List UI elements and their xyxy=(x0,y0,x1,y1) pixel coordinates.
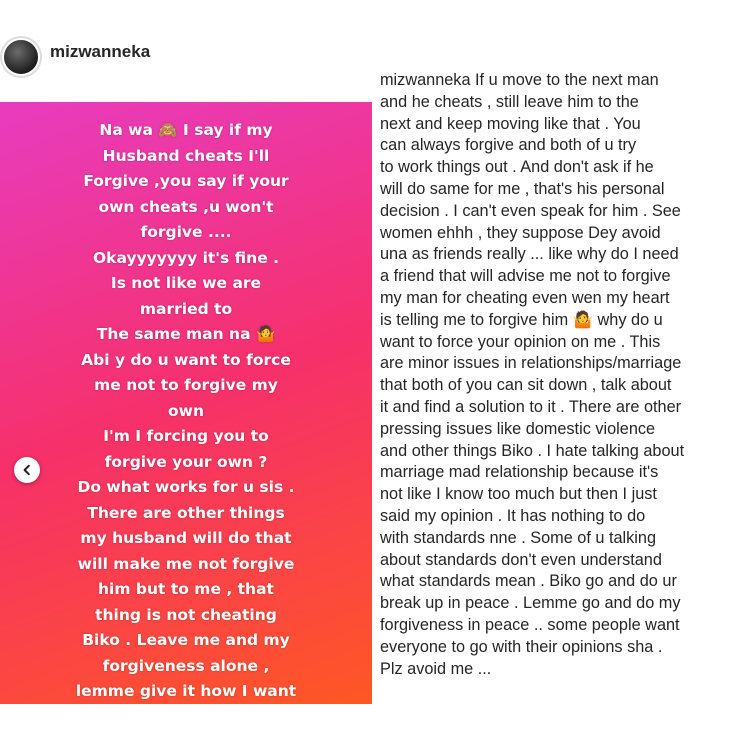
story-image xyxy=(0,102,372,704)
caption-line: marriage mad relationship because it's xyxy=(380,463,659,482)
story-line: Biko . Leave me and my xyxy=(82,631,290,649)
caption-line: everyone to go with their opinions sha . xyxy=(380,637,663,656)
story-line: me not to forgive my xyxy=(94,376,278,394)
caption-line: mizwanneka If u move to the next man xyxy=(380,71,659,89)
username[interactable]: mizwanneka xyxy=(50,42,151,61)
story-line: will make me not forgive xyxy=(77,554,295,573)
story-line: my husband will do that xyxy=(80,529,292,547)
caption-line: Plz avoid me ... xyxy=(380,659,492,678)
story-line: Do what works for u sis . xyxy=(77,478,295,496)
story-line: Is not like we are xyxy=(110,274,262,292)
chevron-left-icon xyxy=(21,464,33,476)
caption-line: is telling me to forgive him 🤷 why do u xyxy=(380,310,663,329)
story-line: I'm I forcing you to xyxy=(103,427,269,445)
story-line: own xyxy=(167,401,204,420)
story-line: forgive your own ? xyxy=(104,452,268,471)
story-line: forgive .... xyxy=(140,223,232,241)
caption-line: what standards mean . Biko go and do ur xyxy=(380,572,677,591)
caption-line: are minor issues in relationships/marriage xyxy=(380,354,682,373)
story-line: lemme give it how I want xyxy=(75,682,297,700)
caption-line: and he cheats , still leave him to the xyxy=(380,92,639,111)
caption-line: break up in peace . Lemme go and do my xyxy=(380,594,681,613)
caption-line: will do same for me , that's his personal xyxy=(380,179,665,198)
caption-line: can always forgive and both of u try xyxy=(380,136,637,155)
caption-line: and other things Biko . I hate talking about xyxy=(380,441,685,460)
story-line: Forgive ,you say if your xyxy=(83,172,289,190)
story-line: thing is not cheating xyxy=(95,605,277,624)
story-line: Abi y do u want to force xyxy=(81,350,291,369)
caption-line: decision . I can't even speak for him . See xyxy=(380,201,681,220)
story-line: married to xyxy=(139,299,233,318)
caption-line: not like I know too much but then I just xyxy=(380,485,657,504)
caption-line: that both of you can sit down , talk about xyxy=(380,376,672,395)
caption-line: it and find a solution to it . There are other xyxy=(380,397,682,416)
caption-line: pressing issues like domestic violence xyxy=(380,419,656,438)
story-line: Okayyyyyyy it's fine . xyxy=(93,248,279,267)
story-line: The same man na 🤷 xyxy=(96,325,276,343)
caption-line: una as friends really ... like why do I need xyxy=(380,245,679,264)
avatar[interactable] xyxy=(2,38,40,76)
caption-line: said my opinion . It has nothing to do xyxy=(380,506,646,525)
caption-line: a friend that will advise me not to forgive xyxy=(380,267,671,286)
caption-line: forgiveness in peace .. some people want xyxy=(380,615,680,634)
caption-line: to work things out . And don't ask if he xyxy=(380,158,654,177)
caption-line: want to force your opinion on me . This xyxy=(380,332,661,351)
story-line: Na wa 🙈 I say if my xyxy=(99,121,273,139)
story-line: forgiveness alone , xyxy=(102,656,270,675)
story-line: There are other things xyxy=(87,503,285,522)
caption-line: next and keep moving like that . You xyxy=(380,114,641,133)
caption-line: with standards nne . Some of u talking xyxy=(380,528,657,547)
story-line: him but to me , that xyxy=(98,580,274,598)
caption-line: about standards don't even understand xyxy=(380,550,662,569)
carousel-prev-button[interactable] xyxy=(14,457,40,483)
story-line: own cheats ,u won't xyxy=(98,197,274,216)
story-line: Husband cheats I'll xyxy=(102,146,270,165)
caption-line: my man for cheating even wen my heart xyxy=(380,288,670,307)
caption-line: women ehhh , they suppose Dey avoid xyxy=(380,223,661,242)
story-text xyxy=(0,118,372,704)
caption-text xyxy=(380,70,732,680)
